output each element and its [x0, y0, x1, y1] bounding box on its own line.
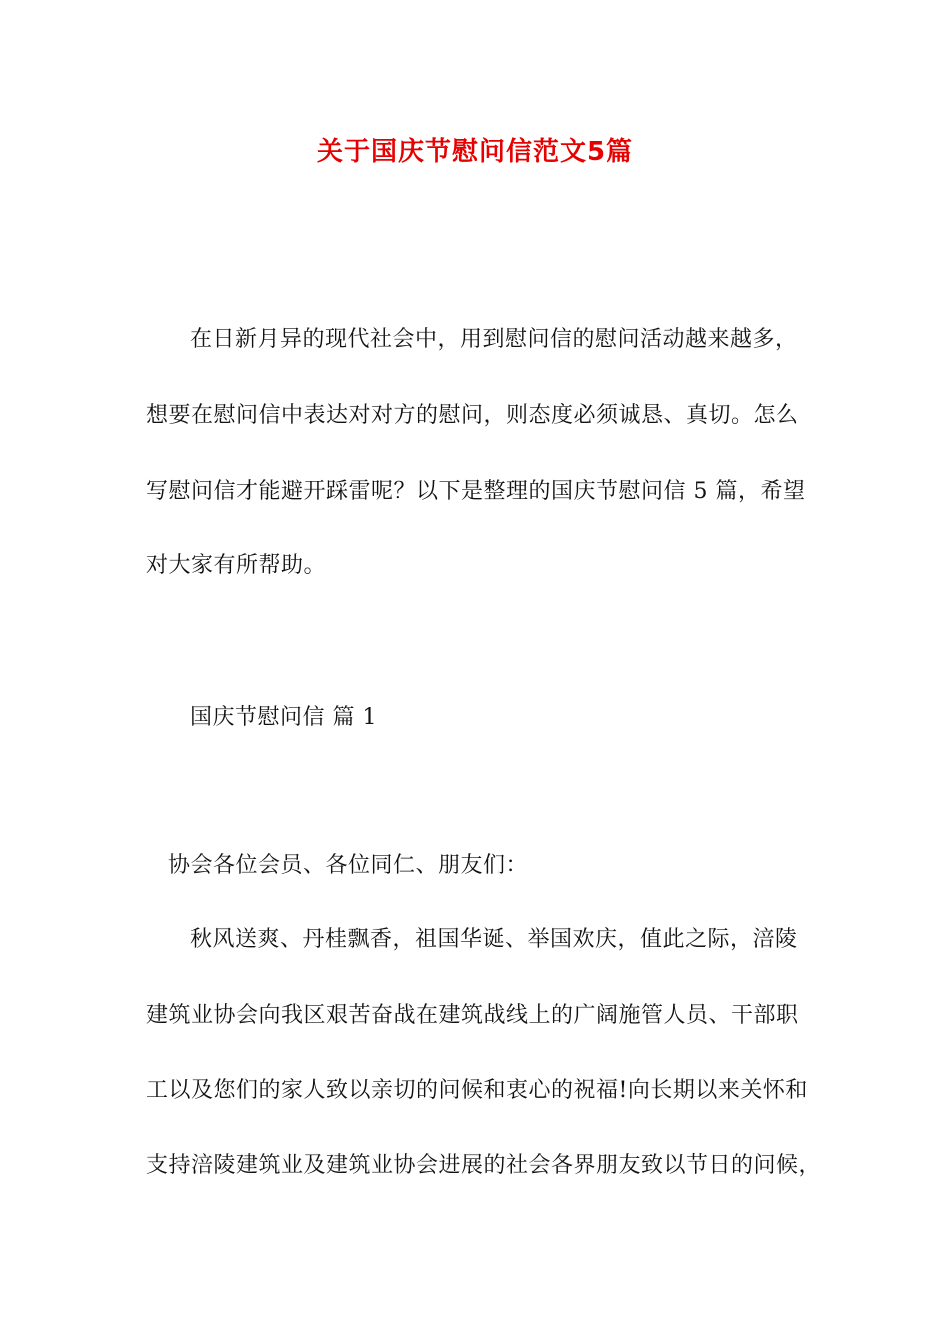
document-title: 关于国庆节慰问信范文5篇: [316, 137, 634, 167]
intro-line-4: 对大家有所帮助。: [146, 553, 327, 578]
section-heading: 国庆节慰问信 篇 1: [190, 705, 377, 730]
intro-line-3: 写慰问信才能避开踩雷呢？以下是整理的国庆节慰问信 5 篇，希望: [146, 479, 806, 504]
body-line-3: 工以及您们的家人致以亲切的问候和衷心的祝福!向长期以来关怀和: [146, 1078, 808, 1103]
intro-line-1: 在日新月异的现代社会中，用到慰问信的慰问活动越来越多，: [190, 327, 798, 352]
body-line-2: 建筑业协会向我区艰苦奋战在建筑战线上的广阔施管人员、干部职: [146, 1003, 799, 1028]
salutation: 协会各位会员、各位同仁、朋友们：: [168, 853, 529, 878]
intro-line-2: 想要在慰问信中表达对对方的慰问，则态度必须诚恳、真切。怎么: [146, 403, 799, 428]
body-line-4: 支持涪陵建筑业及建筑业协会进展的社会各界朋友致以节日的问候，: [146, 1153, 822, 1178]
body-line-1: 秋风送爽、丹桂飘香，祖国华诞、举国欢庆，值此之际，涪陵: [190, 927, 798, 952]
